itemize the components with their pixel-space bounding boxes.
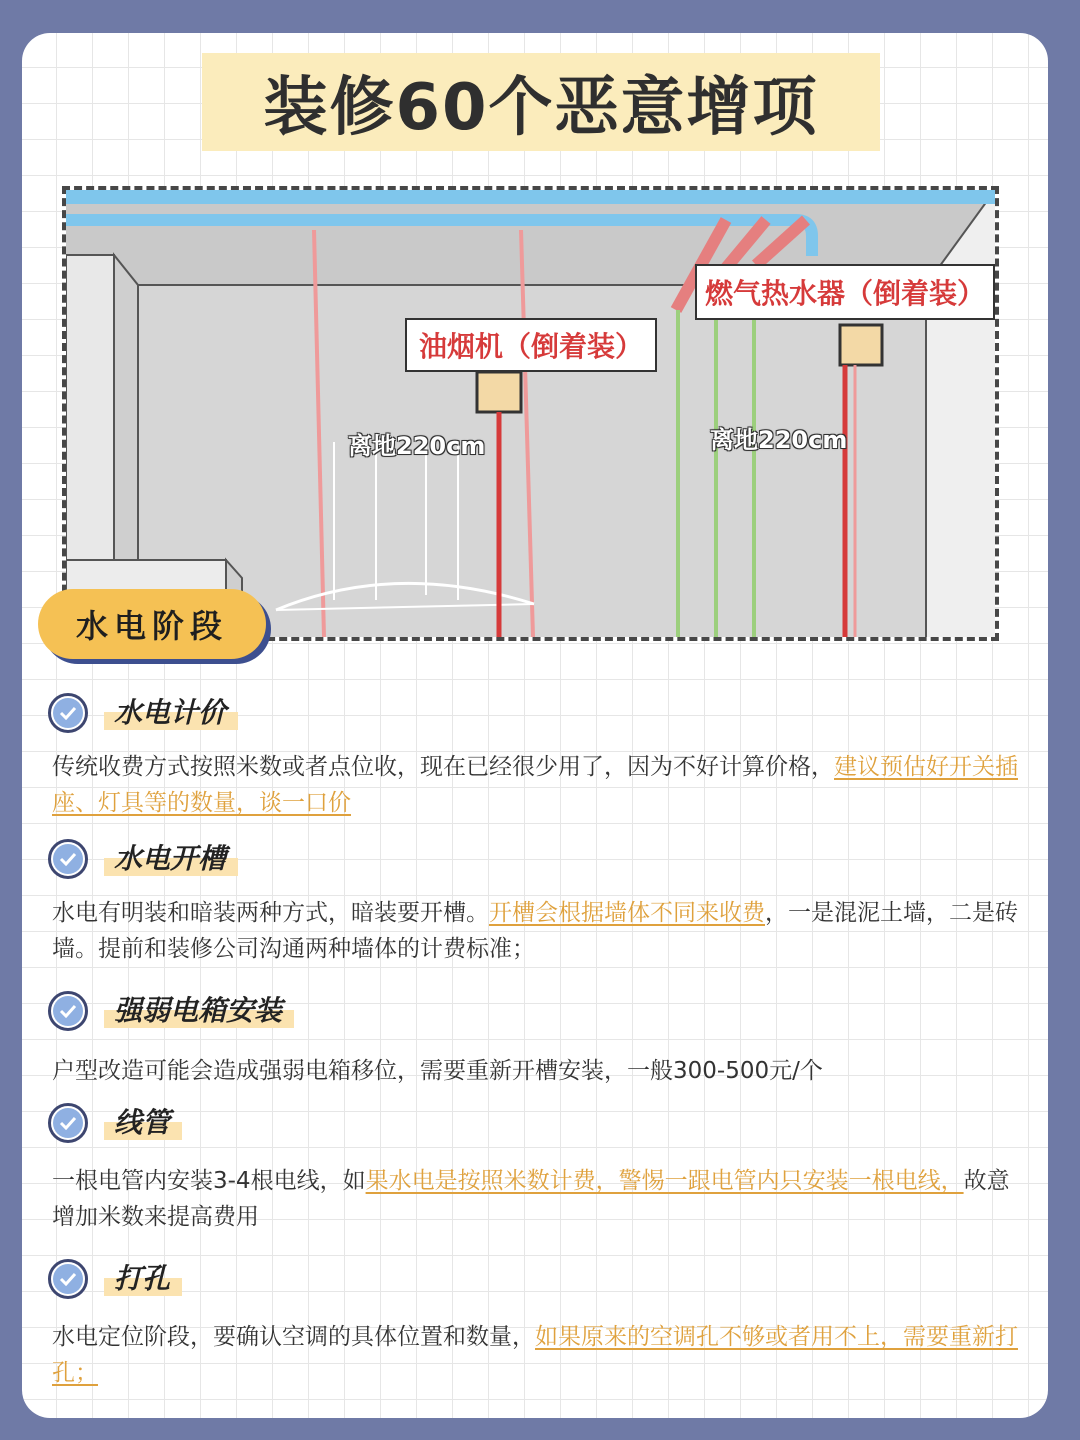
section-text: 水电定位阶段，要确认空调的具体位置和数量，如果原来的空调孔不够或者用不上，需要重新打孔； — [52, 1324, 1018, 1386]
check-icon — [48, 693, 88, 733]
kitchen-wiring-illustration — [62, 186, 999, 641]
section-text: 传统收费方式按照米数或者点位收，现在已经很少用了，因为不好计算价格，建议预估好开关插座、灯具等的数量，谈一口价 — [52, 754, 1018, 816]
section-text: 户型改造可能会造成强弱电箱移位，需要重新开槽安装，一般300-500元/个 — [52, 1058, 823, 1084]
check-icon — [48, 991, 88, 1031]
section-text: 一根电管内安装3-4根电线，如果水电是按照米数计费，警惕一跟电管内只安装一根电线，故意增加米数来提高费用 — [52, 1168, 1010, 1230]
highlight-text: 建议预估好开关插座、灯具等的数量，谈一口价 — [52, 754, 1018, 816]
range-hood-label: 油烟机（倒着装） — [405, 318, 657, 372]
check-icon — [48, 839, 88, 879]
page-title: 装修60个恶意增项 — [263, 71, 819, 145]
water-heater-label: 燃气热水器（倒着装） — [695, 264, 995, 320]
highlight-text: 果水电是按照米数计费，警惕一跟电管内只安装一根电线， — [365, 1168, 964, 1194]
height-label-left: 离地220cm — [348, 432, 486, 460]
title-banner — [202, 53, 880, 151]
check-icon — [48, 1259, 88, 1299]
highlight-text: 开槽会根据墙体不同来收费 — [489, 900, 765, 926]
highlight-text: 如果原来的空调孔不够或者用不上，需要重新打孔； — [52, 1324, 1018, 1386]
height-label-right: 离地220cm — [710, 426, 848, 454]
stage-badge: 水电阶段 — [38, 589, 266, 659]
section-text: 水电有明装和暗装两种方式，暗装要开槽。开槽会根据墙体不同来收费，一是混泥土墙，二是砖墙。提前和装修公司沟通两种墙体的计费标准； — [52, 900, 1018, 962]
check-icon — [48, 1103, 88, 1143]
poster-card: 装修60个恶意增项 油烟机（倒着装） 燃气热水器（倒着装） 离地220cm 离地220cm 水电阶段 水电计价 传统收费方式按照米数或者点位收，现在已经很少用了，因为不好计算价格，建议预估好开关插座、灯具等的数量，谈一口价 水电开槽 水电有明装和暗装两种方式，暗装要开槽。开槽会根据墙体不同来收费，一是混泥土墙，二是砖墙。提前和装修公司沟通两种墙体的计费标准； 强弱电箱安装 户型改造可能会造成强弱电箱移位，需要重新开槽安装，一般300-500元/个 线管 一根电管内安装3-4根电线，如果水电是按照米数计费，警惕一跟电管内只安装一根电线，故意增加米数来提高费用 打孔 水电定位阶段，要确认空调的具体位置和数量，如果原来的空调孔不够或者用不上，需要重新打孔； — [22, 33, 1048, 1418]
